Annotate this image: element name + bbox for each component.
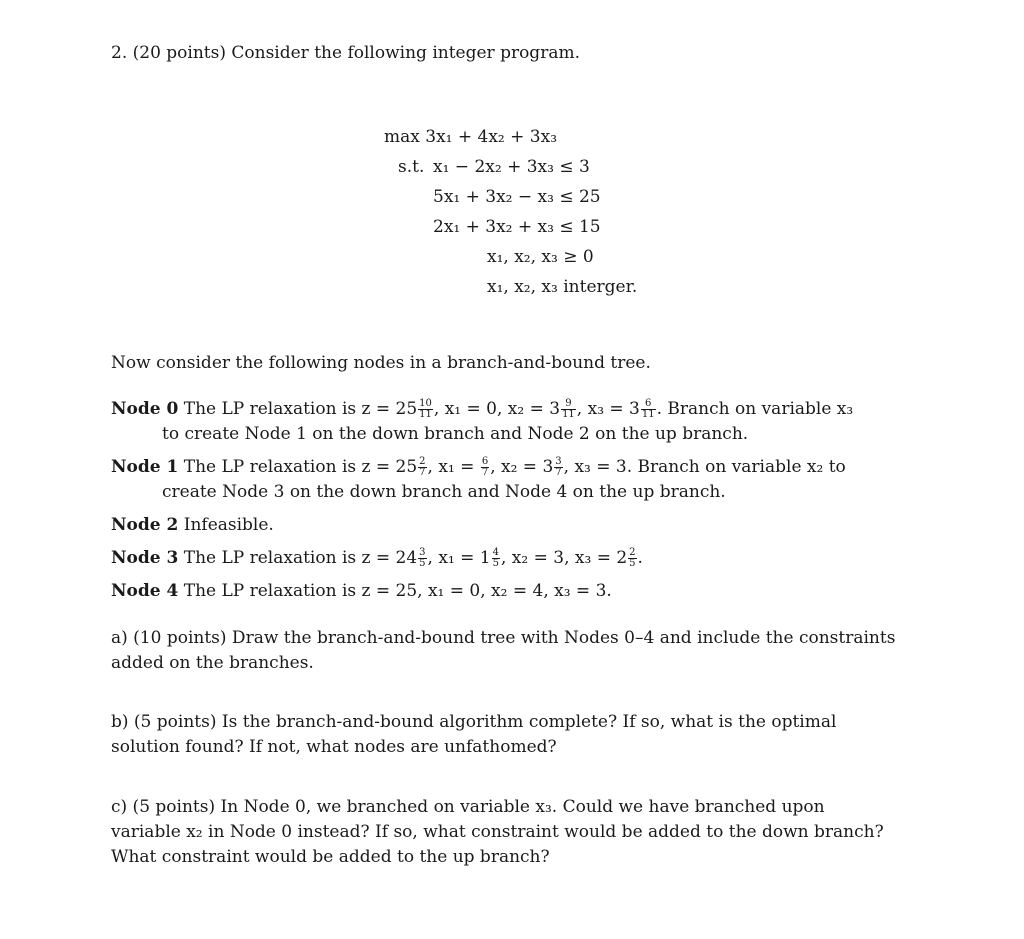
frac-den: 5 (492, 558, 499, 569)
question-b-line-2: solution found? If not, what nodes are unfathomed? (111, 737, 557, 757)
frac-den: 7 (481, 467, 489, 478)
node-4-label: Node 4 (111, 581, 179, 601)
node-1-z: z = 25 (361, 457, 418, 477)
objective: max 3x₁ + 4x₂ + 3x₃ (384, 127, 558, 147)
node-4 (111, 580, 612, 602)
node-3 (111, 547, 643, 569)
constraint-1: x₁ − 2x₂ + 3x₃ ≤ 3 (433, 157, 590, 177)
node-2 (111, 514, 274, 536)
node-0-label: Node 0 (111, 399, 179, 419)
frac-num: 9 (561, 399, 576, 410)
question-c-line-2: variable x₂ in Node 0 instead? If so, what constraint would be added to the down branch? (111, 822, 884, 842)
frac-num: 2 (419, 456, 426, 467)
frac-num: 4 (492, 547, 499, 558)
node-3-tail: . (637, 548, 643, 568)
constraint-integer: x₁, x₂, x₃ interger. (487, 277, 638, 297)
question-b-line-1: b) (5 points) Is the branch-and-bound algorithm complete? If so, what is the optimal (111, 712, 837, 732)
frac-num: 10 (419, 398, 432, 409)
frac-num: 3 (419, 547, 426, 558)
node-1-p1: The LP relaxation is (183, 457, 362, 477)
st-label: s.t. (398, 157, 425, 177)
node-0-x3: , x₃ = 3 (576, 399, 640, 419)
node-3-x1-frac (492, 548, 500, 569)
intro-text: Now consider the following nodes in a branch-and-bound tree. (111, 353, 651, 373)
node-3-x2: , x₂ = 3, x₃ = 2 (501, 548, 628, 568)
frac-num: 2 (629, 547, 636, 558)
frac-den: 7 (555, 467, 562, 478)
node-1-tail: , x₃ = 3. Branch on variable x₂ to (563, 457, 846, 477)
node-0-x1: , x₁ = 0, x₂ = 3 (433, 399, 561, 419)
node-0-z: z = 25 (361, 399, 418, 419)
frac-den: 11 (641, 409, 655, 420)
node-0-tail: . Branch on variable x₃ (656, 399, 854, 419)
frac-num: 6 (641, 399, 656, 410)
node-1-z-frac (418, 457, 426, 478)
frac-den: 11 (419, 409, 432, 420)
question-a-line-1: a) (10 points) Draw the branch-and-bound tree with Nodes 0–4 and include the constraints (111, 628, 896, 648)
node-3-p1: The LP relaxation is (183, 548, 362, 568)
node-2-label: Node 2 (111, 515, 179, 535)
frac-den: 5 (629, 558, 636, 569)
node-3-x3-frac (628, 548, 636, 569)
node-1-line-1 (111, 456, 846, 478)
node-0-x2-frac (561, 399, 576, 420)
node-1-x1: , x₁ = (427, 457, 480, 477)
question-c-line-3: What constraint would be added to the up branch? (111, 847, 550, 867)
node-3-z-frac (418, 548, 426, 569)
question-a-line-2: added on the branches. (111, 653, 314, 673)
node-0-z-frac (418, 399, 433, 420)
constraint-3: 2x₁ + 3x₂ + x₃ ≤ 15 (433, 217, 601, 237)
node-3-x1: , x₁ = 1 (427, 548, 491, 568)
node-0-line-2: to create Node 1 on the down branch and Node 2 on the up branch. (162, 424, 749, 444)
node-4-text: The LP relaxation is z = 25, x₁ = 0, x₂ = 4, x₃ = 3. (183, 581, 612, 601)
node-1-x2-frac (554, 457, 562, 478)
node-1-line-2: create Node 3 on the down branch and Node 4 on the up branch. (162, 482, 726, 502)
node-1-label: Node 1 (111, 457, 179, 477)
node-3-z: z = 24 (361, 548, 418, 568)
frac-num: 3 (555, 456, 562, 467)
node-3-label: Node 3 (111, 548, 179, 568)
node-2-text: Infeasible. (183, 515, 274, 535)
node-0-p1: The LP relaxation is (183, 399, 362, 419)
node-1-x2: , x₂ = 3 (490, 457, 554, 477)
frac-den: 7 (419, 467, 426, 478)
node-0-x3-frac (641, 399, 656, 420)
constraint-nonneg: x₁, x₂, x₃ ≥ 0 (487, 247, 594, 267)
problem-header: 2. (20 points) Consider the following integer program. (111, 43, 580, 63)
frac-den: 11 (562, 409, 575, 420)
node-0-line-1 (111, 398, 853, 420)
frac-den: 5 (419, 558, 426, 569)
frac-num: 6 (481, 456, 489, 467)
constraint-2: 5x₁ + 3x₂ − x₃ ≤ 25 (433, 187, 601, 207)
node-1-x1-frac (481, 457, 489, 478)
question-c-line-1: c) (5 points) In Node 0, we branched on variable x₃. Could we have branched upon (111, 797, 825, 817)
